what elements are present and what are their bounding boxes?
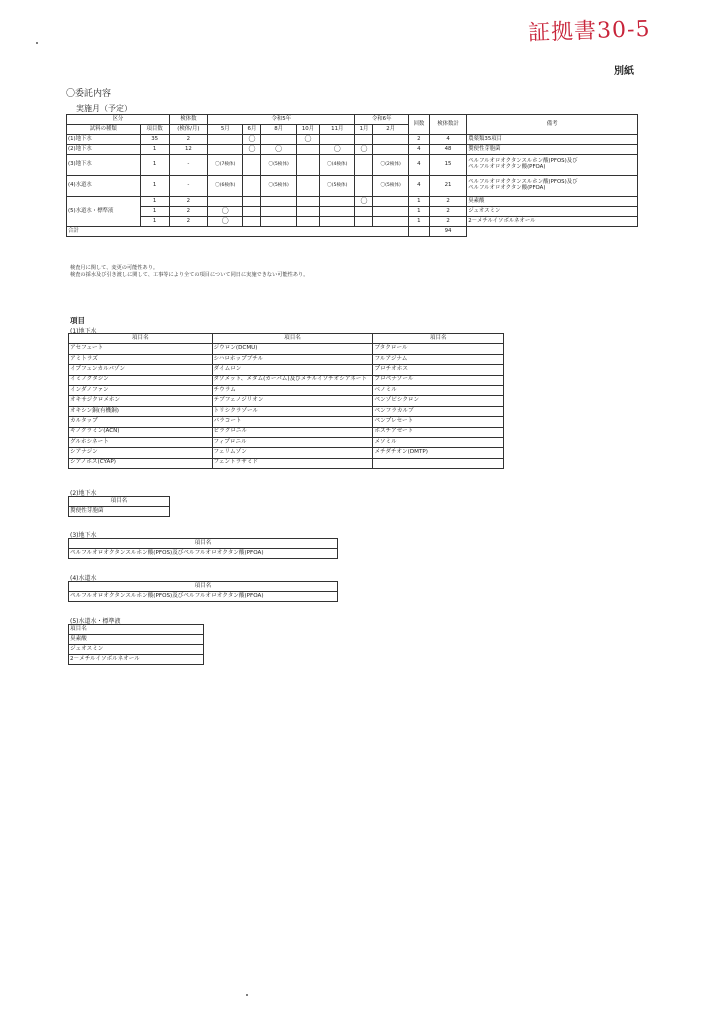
table-row [69, 427, 504, 437]
items-table-4 [68, 581, 338, 602]
month-cell: 〇(5検体) [261, 176, 296, 197]
month-cell [355, 176, 373, 197]
note-line: ペルフルオロオクタン酸(PFOA) [468, 164, 546, 170]
table-row [67, 176, 638, 197]
month-cell: 〇 [208, 217, 243, 227]
kaisu-cell: 1 [408, 217, 429, 227]
note-cell: 農薬類35項目 [467, 135, 638, 145]
item-name: アミトラズ [69, 354, 213, 364]
items-col-header: 項目名 [69, 334, 213, 344]
month-header: 10月 [296, 125, 319, 135]
per-month: 2 [169, 217, 207, 227]
month-cell [355, 217, 373, 227]
month-cell [261, 135, 296, 145]
item-name: シハロホップブチル [212, 354, 373, 364]
item-name: プロチオホス [373, 365, 504, 375]
item-count: 35 [140, 135, 169, 145]
month-cell [373, 145, 408, 155]
item-name: ペルフルオロオクタンスルホン酸(PFOS)及びペルフルオロオクタン酸(PFOA) [69, 592, 338, 602]
table-row [69, 458, 504, 468]
item-name: メソミル [373, 437, 504, 447]
month-cell [208, 145, 243, 155]
items-col-header: 項目名 [212, 334, 373, 344]
item-name: アセフェート [69, 344, 213, 354]
kaisu-cell: 4 [408, 145, 429, 155]
total-cell: 15 [429, 155, 466, 176]
item-name: テブフェノジリオン [212, 396, 373, 406]
month-header: 2月 [373, 125, 408, 135]
item-name: ピラクロニル [212, 427, 373, 437]
item-name: 項目名 [69, 625, 204, 635]
month-cell [261, 217, 296, 227]
month-cell [243, 197, 261, 207]
item-name: 糞便性芽胞菌 [69, 507, 170, 517]
header-kubun: 区分 [67, 115, 170, 125]
note-cell [467, 176, 638, 197]
item-name: シアノホス(CYAP) [69, 458, 213, 468]
table-row [69, 448, 504, 458]
row-label: (3)地下水 [67, 155, 141, 176]
header-komoku: 項目数 [140, 125, 169, 135]
header-shiryo: 試料の種類 [67, 125, 141, 135]
note-line: 検査月に関して、変更の可能性あり。 [70, 265, 159, 271]
month-cell: 〇(5検体) [373, 176, 408, 197]
schedule-subtitle: 実施月（予定） [76, 104, 132, 113]
item-name: ジェオスミン [69, 645, 204, 655]
month-cell [261, 207, 296, 217]
month-cell: 〇 [320, 145, 355, 155]
section-2-label: (2)地下水 [70, 490, 97, 497]
month-cell [296, 207, 319, 217]
month-cell: 〇 [243, 145, 261, 155]
month-cell [296, 145, 319, 155]
month-cell [296, 155, 319, 176]
section-5-label: (5)水道水・標準液 [70, 618, 121, 625]
note-cell: 糞便性芽胞菌 [467, 145, 638, 155]
items-heading: 項目 [70, 316, 85, 325]
item-name: イミノクタジン [69, 375, 213, 385]
month-cell: 〇 [296, 135, 319, 145]
section-1-label: (1)地下水 [70, 328, 97, 335]
item-name: フルアジナム [373, 354, 504, 364]
section-title: 〇委託内容 [66, 89, 112, 99]
header-biko: 備考 [467, 115, 638, 135]
item-name: カルタップ [69, 417, 213, 427]
month-cell [243, 207, 261, 217]
total-cell: 21 [429, 176, 466, 197]
note-cell: ジェオスミン [467, 207, 638, 217]
header-reiwa5: 令和5年 [208, 115, 355, 125]
table-row [69, 354, 504, 364]
items-col-header: 項目名 [69, 497, 170, 507]
month-header: 11月 [320, 125, 355, 135]
item-name [373, 458, 504, 468]
item-name: トリシクラゾール [212, 406, 373, 416]
item-name: ペンゾピシクロン [373, 396, 504, 406]
month-cell [296, 176, 319, 197]
month-cell [208, 135, 243, 145]
item-name: オキシン銅(有機銅) [69, 406, 213, 416]
total-cell: 2 [429, 207, 466, 217]
header-kentai-total: 検体数計 [429, 115, 466, 135]
month-header: 1月 [355, 125, 373, 135]
month-cell: 〇 [243, 135, 261, 145]
table-row [69, 375, 504, 385]
note-cell: 臭素酸 [467, 197, 638, 207]
month-cell: 〇(4検体) [320, 155, 355, 176]
month-cell [296, 217, 319, 227]
item-name: ダイムロン [212, 365, 373, 375]
month-cell [355, 135, 373, 145]
items-table-5 [68, 624, 204, 665]
item-name: インダノファン [69, 385, 213, 395]
handwritten-evidence-stamp: 証拠書30-5 [527, 16, 651, 47]
section-3-label: (3)地下水 [70, 532, 97, 539]
table-row [69, 406, 504, 416]
grand-total: 94 [429, 227, 466, 237]
table-row [67, 145, 638, 155]
item-name: ジウロン(DCMU) [212, 344, 373, 354]
scan-speck [246, 994, 248, 996]
month-cell [320, 135, 355, 145]
schedule-table [66, 114, 638, 237]
item-name: ホスチアゼート [373, 427, 504, 437]
per-month: 12 [169, 145, 207, 155]
total-label: 合計 [67, 227, 409, 237]
month-header: 8月 [261, 125, 296, 135]
header-kaisu: 回数 [408, 115, 429, 135]
table-row [69, 417, 504, 427]
table-row [67, 135, 638, 145]
item-name: フェリムゾン [212, 448, 373, 458]
kaisu-cell: 4 [408, 155, 429, 176]
per-month: - [169, 155, 207, 176]
row-label: (1)地下水 [67, 135, 141, 145]
note-line: ペルフルオロオクタンスルホン酸(PFOS)及び [468, 179, 578, 186]
scan-speck [36, 42, 38, 44]
month-cell: 〇 [208, 207, 243, 217]
item-name: ベノミル [373, 385, 504, 395]
section-4-label: (4)水道水 [70, 575, 97, 582]
table-row [69, 385, 504, 395]
items-table-3 [68, 538, 338, 559]
table-row [67, 197, 638, 207]
table-row [69, 344, 504, 354]
month-cell: 〇(6検体) [208, 176, 243, 197]
month-cell [355, 207, 373, 217]
month-cell: 〇 [261, 145, 296, 155]
month-cell [320, 197, 355, 207]
item-name: フィプロニル [212, 437, 373, 447]
month-cell [373, 197, 408, 207]
table-row [69, 396, 504, 406]
per-month: 2 [169, 197, 207, 207]
note-line: ペルフルオロオクタン酸(PFOA) [468, 185, 546, 191]
item-name: チウラム [212, 385, 373, 395]
item-name: グルホシネート [69, 437, 213, 447]
month-cell [296, 197, 319, 207]
item-name: ペルフルオロオクタンスルホン酸(PFOS)及びペルフルオロオクタン酸(PFOA) [69, 549, 338, 559]
per-month: - [169, 176, 207, 197]
table-row [67, 217, 638, 227]
total-cell: 2 [429, 197, 466, 207]
item-name: 2－メチルイソボルネオール [69, 655, 204, 665]
table-row [69, 437, 504, 447]
note-line: 検査の採水及び引き渡しに関して、工事等により全ての項目について同日に実施できない可能性あり。 [70, 272, 309, 279]
total-cell: 4 [429, 135, 466, 145]
items-col-header: 項目名 [373, 334, 504, 344]
item-name: ペンプレセート [373, 417, 504, 427]
kaisu-cell: 2 [408, 135, 429, 145]
note-cell [467, 155, 638, 176]
month-cell [373, 217, 408, 227]
total-row [67, 227, 638, 237]
month-header: 6月 [243, 125, 261, 135]
item-name: メチダチオン(DMTP) [373, 448, 504, 458]
row-label: (2)地下水 [67, 145, 141, 155]
kaisu-cell: 1 [408, 197, 429, 207]
header-per: (検体/月) [169, 125, 207, 135]
month-cell [320, 217, 355, 227]
notes [70, 265, 308, 279]
month-cell: 〇 [355, 145, 373, 155]
per-month: 2 [169, 135, 207, 145]
month-cell: 〇 [355, 197, 373, 207]
month-cell: 〇(5検体) [320, 176, 355, 197]
month-cell [243, 176, 261, 197]
month-cell [373, 135, 408, 145]
month-cell [261, 197, 296, 207]
month-header: 5月 [208, 125, 243, 135]
note-line: ペルフルオロオクタンスルホン酸(PFOS)及び [468, 158, 578, 165]
row-label: (5)水道水・標準液 [67, 197, 141, 227]
item-name: イプフェンカルバゾン [69, 365, 213, 375]
item-name: フェントラザミド [212, 458, 373, 468]
table-row [67, 207, 638, 217]
items-table-1 [68, 333, 504, 469]
month-cell [355, 155, 373, 176]
total-cell: 48 [429, 145, 466, 155]
item-name: パラコート [212, 417, 373, 427]
month-cell [373, 207, 408, 217]
items-table-2 [68, 496, 170, 517]
month-cell: 〇(2検体) [373, 155, 408, 176]
table-row [69, 365, 504, 375]
month-cell [208, 197, 243, 207]
month-cell: 〇(7検体) [208, 155, 243, 176]
item-name: オキサジクロメホン [69, 396, 213, 406]
kaisu-cell: 1 [408, 207, 429, 217]
month-cell [243, 217, 261, 227]
table-row [67, 155, 638, 176]
month-cell: 〇(5検体) [261, 155, 296, 176]
item-name: ブタクロール [373, 344, 504, 354]
item-name: ペンフラカルブ [373, 406, 504, 416]
item-name: 臭素酸 [69, 635, 204, 645]
header-reiwa6: 令和6年 [355, 115, 408, 125]
month-cell [320, 207, 355, 217]
attachment-label: 別紙 [614, 66, 634, 77]
row-label: (4)水道水 [67, 176, 141, 197]
total-cell: 2 [429, 217, 466, 227]
month-cell [243, 155, 261, 176]
items-col-header: 項目名 [69, 539, 338, 549]
per-month: 2 [169, 207, 207, 217]
note-cell: 2－メチルイソボルネオール [467, 217, 638, 227]
item-count: 1 [140, 197, 169, 207]
items-col-header: 項目名 [69, 582, 338, 592]
item-count: 1 [140, 176, 169, 197]
item-count: 1 [140, 145, 169, 155]
item-count: 1 [140, 155, 169, 176]
item-name: キノクラミン(ACN) [69, 427, 213, 437]
kaisu-cell: 4 [408, 176, 429, 197]
item-name: ダゾメット、メタム(カーバム)及びメチルイソチオシアネート [212, 375, 373, 385]
header-kentai: 検体数 [169, 115, 207, 125]
item-count: 1 [140, 217, 169, 227]
item-name: プロペナゾール [373, 375, 504, 385]
item-name: シアナジン [69, 448, 213, 458]
item-count: 1 [140, 207, 169, 217]
